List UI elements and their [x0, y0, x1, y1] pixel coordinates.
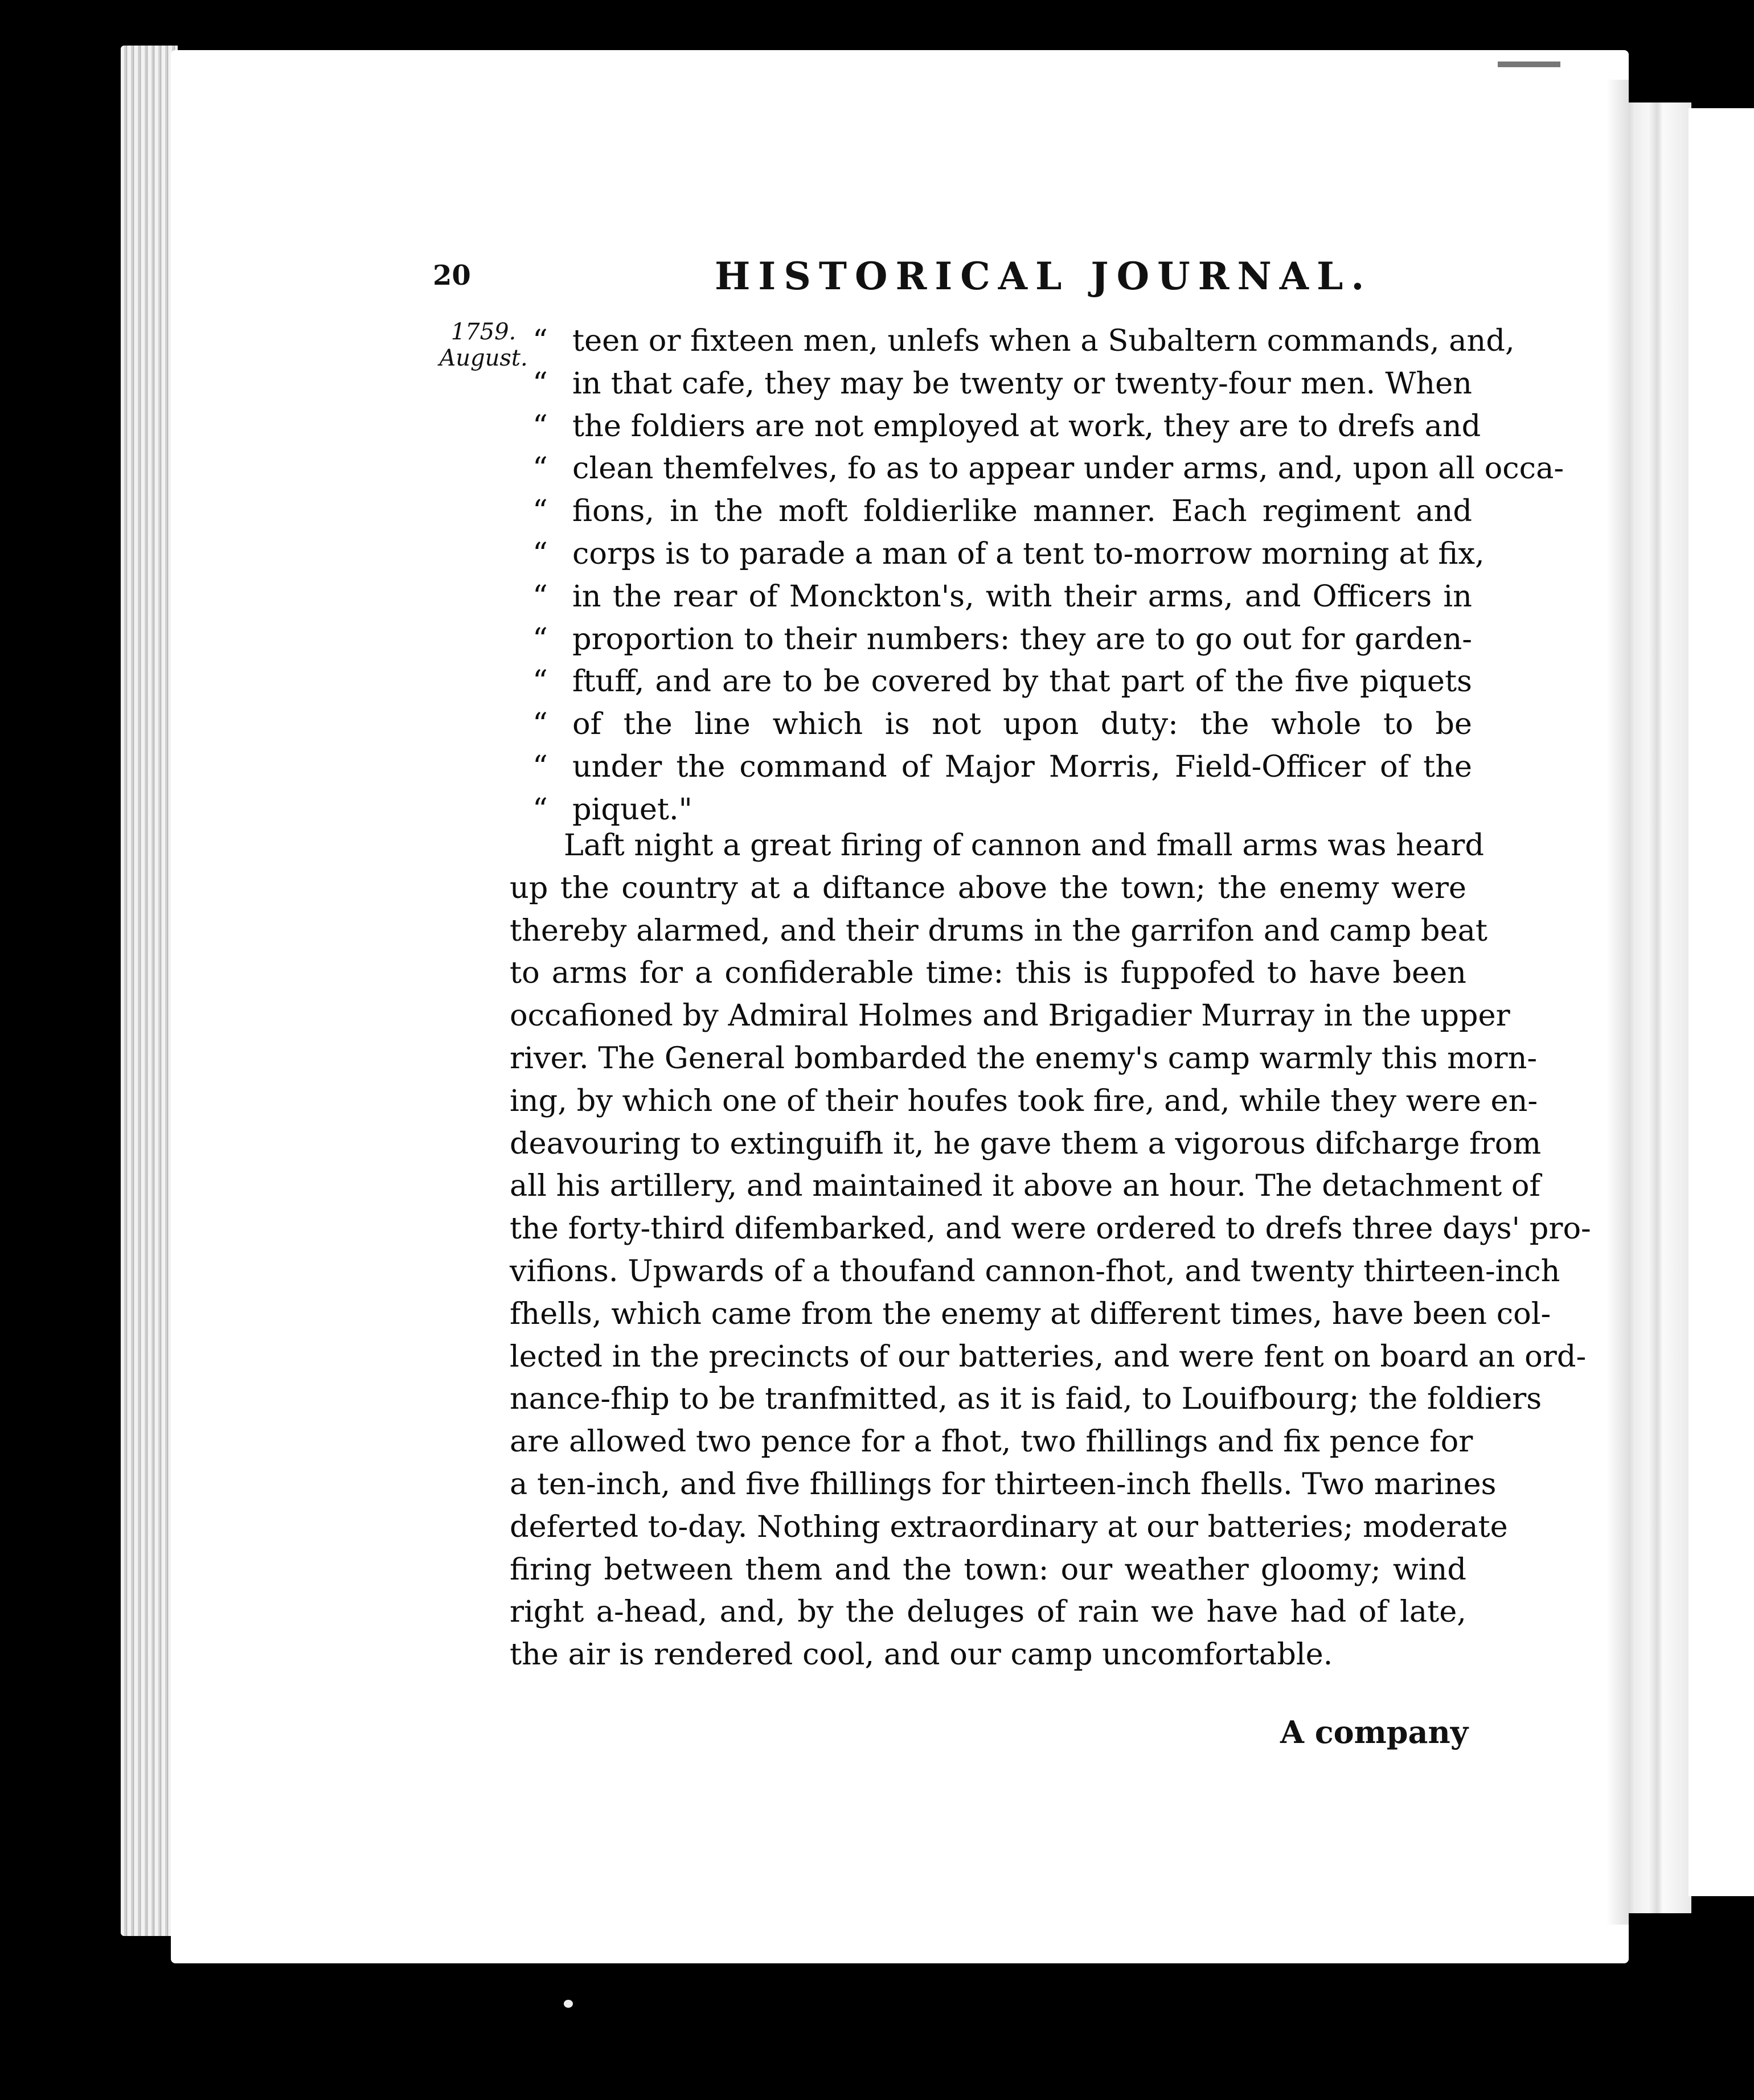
body-line: lected in the precincts of our batteries, and were fent on board an ord-	[510, 1339, 1587, 1374]
body-line: nance-fhip to be tranfmitted, as it is faid, to Louifbourg; the foldiers	[510, 1381, 1542, 1417]
page-stack-edges	[121, 46, 178, 1936]
quote-line: “ fions, in the moft foldierlike manner. Each regiment and	[532, 494, 1472, 529]
quoted-orders	[532, 320, 1564, 831]
quote-line: “ of the line which is not upon duty: the whole to be	[532, 707, 1472, 742]
body-line: are allowed two pence for a fhot, two fhillings and fix pence for	[510, 1424, 1473, 1459]
running-title: HISTORICAL JOURNAL.	[715, 254, 1372, 298]
marginal-date	[435, 319, 532, 371]
quote-line: “ piquet."	[532, 791, 692, 827]
body-line: to arms for a confiderable time: this is fuppofed to have been	[510, 955, 1466, 991]
quote-line: “ teen or fixteen men, unlefs when a Subaltern commands, and,	[532, 323, 1515, 358]
page-number: 20	[433, 260, 471, 292]
facing-page-strip	[1689, 108, 1754, 1896]
quote-line: “ under the command of Major Morris, Field-Officer of the	[532, 749, 1472, 784]
scan-speck	[564, 2000, 573, 2008]
body-line: vifions. Upwards of a thoufand cannon-fhot, and twenty thirteen-inch	[510, 1253, 1560, 1289]
body-line: thereby alarmed, and their drums in the garrifon and camp beat	[510, 913, 1487, 948]
scan-mark	[1498, 61, 1560, 67]
body-line: river. The General bombarded the enemy's camp warmly this morn-	[510, 1040, 1538, 1076]
body-line: right a-head, and, by the deluges of rain we have had of late,	[510, 1594, 1466, 1630]
body-line: the forty-third difembarked, and were ordered to drefs three days' pro-	[510, 1211, 1591, 1246]
quote-line: “ the foldiers are not employed at work, they are to drefs and	[532, 408, 1481, 444]
body-line: the air is rendered cool, and our camp uncomfortable.	[510, 1637, 1333, 1672]
quote-line: “ in that cafe, they may be twenty or twenty-four men. When	[532, 366, 1472, 401]
body-line: occafioned by Admiral Holmes and Brigadier Murray in the upper	[510, 998, 1510, 1033]
quote-line: “ ftuff, and are to be covered by that part of the five piquets	[532, 664, 1472, 699]
catchword: A company	[1280, 1714, 1469, 1750]
quote-line: “ clean themfelves, fo as to appear under arms, and, upon all occa-	[532, 451, 1564, 486]
marginal-month: August.	[439, 345, 528, 371]
quote-line: “ proportion to their numbers: they are to go out for garden-	[532, 621, 1472, 657]
marginal-year: 1759.	[450, 319, 517, 345]
body-line: deferted to-day. Nothing extraordinary at our batteries; moderate	[510, 1509, 1508, 1544]
body-line: deavouring to extinguifh it, he gave them a vigorous difcharge from	[510, 1126, 1542, 1161]
journal-paragraph	[510, 825, 1591, 1676]
quote-line: “ corps is to parade a man of a tent to-morrow morning at fix,	[532, 536, 1485, 571]
body-line: all his artillery, and maintained it above an hour. The detachment of	[510, 1168, 1540, 1204]
body-line: Laft night a great firing of cannon and fmall arms was heard	[564, 828, 1484, 863]
facing-page-edge	[1623, 102, 1691, 1913]
body-line: fhells, which came from the enemy at different times, have been col-	[510, 1296, 1551, 1331]
body-line: up the country at a diftance above the town; the enemy were	[510, 870, 1466, 905]
quote-line: “ in the rear of Monckton's, with their arms, and Officers in	[532, 579, 1472, 614]
body-line: ing, by which one of their houfes took fire, and, while they were en-	[510, 1083, 1538, 1118]
body-line: firing between them and the town: our weather gloomy; wind	[510, 1552, 1466, 1587]
body-line: a ten-inch, and five fhillings for thirteen-inch fhells. Two marines	[510, 1466, 1497, 1502]
gutter-shadow	[1606, 80, 1629, 1925]
